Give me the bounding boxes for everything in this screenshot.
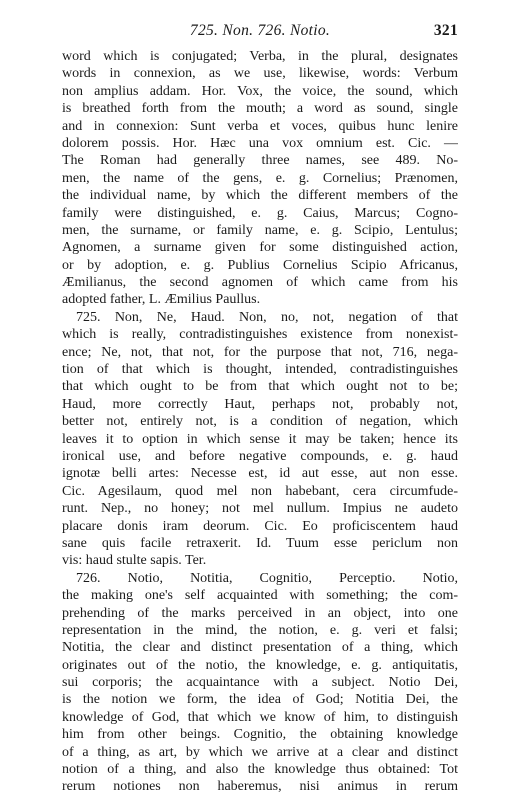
text-line: is the notion we form, the idea of God; Notitia Dei, the	[62, 692, 458, 708]
paragraph-start-line: 725. Non, Ne, Haud. Non, no, not, negation of that	[76, 309, 458, 325]
text-line: men, the name of the gens, e. g. Cornelius; Prænomen,	[62, 170, 458, 186]
paragraph-start-line: 726. Notio, Notitia, Cognitio, Perceptio. Notio,	[76, 570, 458, 586]
text-line: The Roman had generally three names, see 489. No-	[62, 153, 458, 169]
text-line: ence; Ne, not, that not, for the purpose that not, 716, nega-	[62, 344, 458, 360]
running-header	[62, 22, 458, 42]
text-line: the making one's self acquainted with something; the com-	[62, 588, 458, 604]
text-line: Cic. Agesilaum, quod mel non habebant, cera circumfude-	[62, 483, 458, 499]
text-line: Notitia, the clear and distinct presentation of a thing, which	[62, 640, 458, 656]
text-line: prehending of the marks perceived in an object, into one	[62, 605, 458, 621]
text-line: Æmilianus, the second agnomen of which came from his	[62, 275, 458, 291]
text-line: vis: haud stulte sapis. Ter.	[62, 553, 207, 569]
page-number: 321	[433, 22, 458, 39]
text-line: the individual name, by which the different members of the	[62, 188, 458, 204]
text-line: placare donis iram deorum. Cic. Eo proficiscentem haud	[62, 518, 458, 534]
text-line: ignotæ belli artes: Necesse est, id aut esse, aut non esse.	[62, 466, 458, 482]
text-line: that which ought to be from that which ought not to be;	[62, 379, 458, 395]
body-text	[62, 48, 458, 796]
text-line: leaves it to option in which sense it may be taken; hence its	[62, 431, 458, 447]
text-line: originates out of the notio, the knowledge, e. g. antiquitatis,	[62, 657, 458, 673]
text-line: which is really, contradistinguishes existence from nonexist-	[62, 327, 458, 343]
text-line: family were distinguished, e. g. Caius, Marcus; Cogno-	[62, 205, 458, 221]
text-line: adopted father, L. Æmilius Paullus.	[62, 292, 261, 308]
text-line: ironical use, and before negative compounds, e. g. haud	[62, 448, 458, 464]
text-line: dolorem possis. Hor. Hæc una vox omnium est. Cic. —	[62, 135, 458, 151]
text-line: better not, entirely not, is a condition of negation, which	[62, 414, 458, 430]
text-line: or by adoption, e. g. Publius Cornelius Scipio Africanus,	[62, 257, 458, 273]
text-line: words in connexion, as we use, likewise, words: Verbum	[62, 66, 458, 82]
text-line: sui corporis; the acquaintance with a subject. Notio Dei,	[62, 675, 458, 691]
text-line: runt. Nep., no honey; not mel nullum. Impius ne audeto	[62, 501, 458, 517]
text-line: Agnomen, a surname given for some distinguished action,	[62, 240, 458, 256]
text-line: non amplius addam. Hor. Vox, the voice, the sound, which	[62, 83, 458, 99]
text-line: of a thing, as art, by which we arrive at a clear and distinct	[62, 744, 458, 760]
text-line: notion of a thing, and also the knowledge thus obtained: Tot	[62, 762, 458, 778]
text-line: Haud, more correctly Haut, perhaps not, probably not,	[62, 396, 458, 412]
running-title: 725. Non. 726. Notio.	[189, 22, 331, 39]
text-line: sane quis facile retraxerit. Id. Tuum esse periclum non	[62, 535, 458, 551]
text-line: rerum notiones non haberemus, nisi animus in rerum	[62, 779, 458, 795]
text-line: tion of that which is thought, intended, contradistinguishes	[62, 362, 458, 378]
text-line: men, the surname, or family name, e. g. Scipio, Lentulus;	[62, 222, 458, 238]
text-line: word which is conjugated; Verba, in the plural, designates	[62, 49, 458, 64]
text-line: him from other beings. Cognitio, the obtaining knowledge	[62, 727, 458, 743]
text-line: representation in the mind, the notion, e. g. veri et falsi;	[62, 622, 458, 638]
text-line: knowledge of God, that which we know of him, to distinguish	[62, 709, 458, 725]
text-line: and in connexion: Sunt verba et voces, quibus hunc lenire	[62, 118, 458, 134]
text-line: is breathed forth from the mouth; a word as sound, single	[62, 101, 458, 117]
